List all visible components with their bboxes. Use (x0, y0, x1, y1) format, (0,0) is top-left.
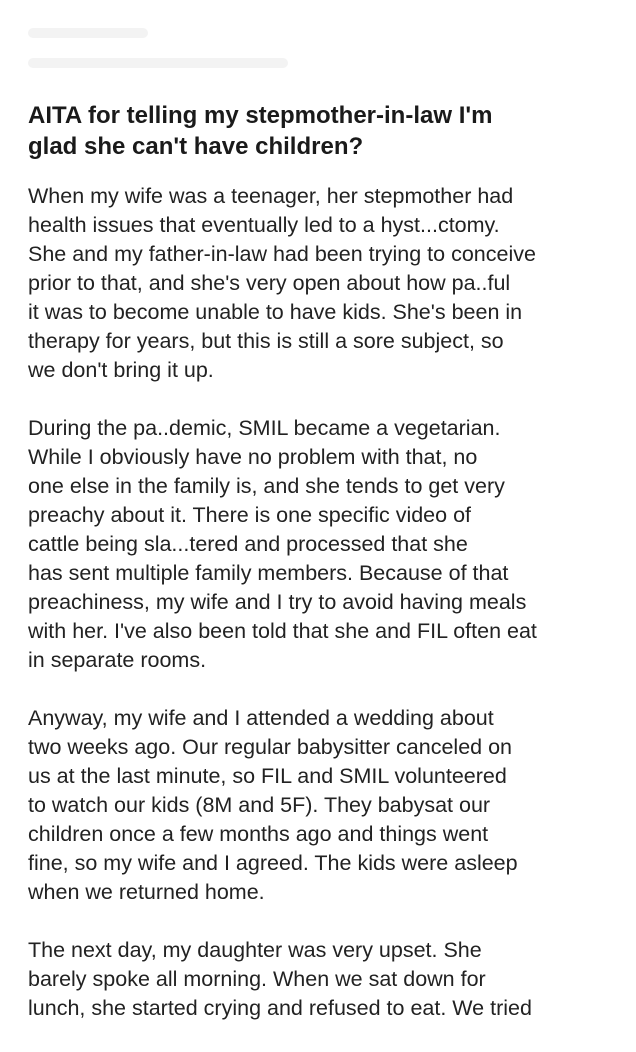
faded-header-line (28, 58, 288, 68)
post-paragraph (28, 704, 618, 907)
post-line: She and my father-in-law had been trying to conceive (28, 242, 536, 266)
post-paragraph (28, 182, 618, 385)
post-line: we don't bring it up. (28, 358, 214, 382)
post-line: fine, so my wife and I agreed. The kids were asleep (28, 851, 518, 875)
post-line: While I obviously have no problem with that, no (28, 445, 478, 469)
post-title (28, 100, 618, 162)
post-body (28, 182, 618, 1023)
post-line: one else in the family is, and she tends to get very (28, 474, 505, 498)
post-line: in separate rooms. (28, 648, 207, 672)
post-title-line: AITA for telling my stepmother-in-law I'm (28, 102, 493, 129)
post-line: has sent multiple family members. Because of that (28, 561, 509, 585)
post-line: it was to become unable to have kids. She's been in (28, 300, 523, 324)
post-line: preachiness, my wife and I try to avoid having meals (28, 590, 527, 614)
post-line: to watch our kids (8M and 5F). They babysat our (28, 793, 491, 817)
post-line: The next day, my daughter was very upset. She (28, 938, 482, 962)
post-line: When my wife was a teenager, her stepmother had (28, 184, 514, 208)
post-line: preachy about it. There is one specific video of (28, 503, 471, 527)
post-title-line: glad she can't have children? (28, 133, 364, 160)
post-line: two weeks ago. Our regular babysitter canceled on (28, 735, 513, 759)
post-line: therapy for years, but this is still a sore subject, so (28, 329, 504, 353)
post-line: Anyway, my wife and I attended a wedding about (28, 706, 494, 730)
post-line: prior to that, and she's very open about how pa..ful (28, 271, 511, 295)
post-paragraph (28, 936, 618, 1023)
post-line: children once a few months ago and things went (28, 822, 489, 846)
faded-header-line (28, 28, 148, 38)
post-line: During the pa..demic, SMIL became a vegetarian. (28, 416, 501, 440)
post-line: us at the last minute, so FIL and SMIL volunteered (28, 764, 507, 788)
post-line: with her. I've also been told that she and FIL often eat (28, 619, 537, 643)
faded-header (0, 0, 636, 90)
post (28, 100, 618, 1052)
post-line: when we returned home. (28, 880, 265, 904)
post-paragraph (28, 414, 618, 675)
post-line: barely spoke all morning. When we sat down for (28, 967, 486, 991)
post-line: cattle being sla...tered and processed that she (28, 532, 468, 556)
post-line: lunch, she started crying and refused to eat. We tried (28, 996, 532, 1020)
post-line: health issues that eventually led to a hyst...ctomy. (28, 213, 500, 237)
